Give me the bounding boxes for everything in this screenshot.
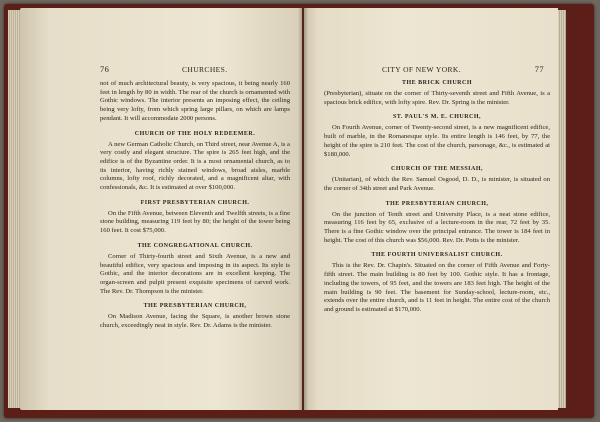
left-page	[20, 8, 302, 410]
running-head: CITY OF NEW YORK.	[382, 65, 462, 74]
section-heading: CHURCH OF THE HOLY REDEEMER.	[134, 130, 256, 137]
section-heading: THE FOURTH UNIVERSALIST CHURCH.	[371, 252, 503, 259]
right-page-content	[324, 80, 550, 315]
page-number: 76	[100, 64, 110, 74]
section-heading: ST. PAUL'S M. E. CHURCH,	[392, 114, 482, 121]
paragraph: On Madison Avenue, facing the Square, is another brown stone church, exceedingly neat in style. Rev. Dr. Adams is the minister.	[100, 313, 290, 330]
section-heading: THE PRESBYTERIAN CHURCH,	[143, 303, 247, 310]
section-heading: THE PRESBYTERIAN CHURCH,	[385, 200, 489, 207]
paragraph: Corner of Thirty-fourth street and Sixth Avenue, is a new and beautiful edifice, very spacious and imposing in its aspect. Its style is Gothic, and the interior decorations are in excellent keeping. The organ-screen and pulpit present exquisite specimens of carved work. The Rev. Dr. Thompson is the minister.	[100, 252, 290, 295]
paragraph: not of much architectural beauty, is very spacious, it being nearly 160 feet in length by 80 in width. The rear of the church is ornamented with Gothic windows. The interior presents an imposing effect, the ceiling being very lofty, from which spring large pillars, on which are lamps pendant. It will accommodate 2000 persons.	[100, 80, 290, 122]
paragraph: This is the Rev. Dr. Chapin's. Situated on the corner of Fifth Avenue and Forty-fifth street. The main building is 80 feet by 100. Gothic style. It has a frontage, including the towers, of 95 feet, and the towers are 183 feet high. The height of the main building is 90 feet. The basement for Sunday-school, lecture-room, etc., extends over the entire church, and is 11 feet in height. The entire cost of the church and ground is estimated at $170,000.	[324, 262, 550, 313]
paragraph: On the junction of Tenth street and University Place, is a neat stone edifice, measuring 116 feet by 65, exclusive of a lecture-room in the rear, 72 feet by 35. There is a fine Gothic window over the principal entrance. The tower is 184 feet in height. The cost of this church was $56,000. Rev. Dr. Potts is the minister.	[324, 210, 550, 244]
paragraph: On Fourth Avenue, corner of Twenty-second street, is a new magnificent edifice, built of marble, in the Romanesque style. Its entire length is 146 feet, by 77, the height of the spire is 210 feet. The cost of the church, parsonage, &c., is estimated at $180,000.	[324, 124, 550, 158]
paragraph: On the Fifth Avenue, between Eleventh and Twelfth streets, is a fine stone building, measuring 119 feet by 80; the height of the tower being 160 feet. It cost $75,000.	[100, 209, 290, 235]
section-heading: FIRST PRESBYTERIAN CHURCH.	[140, 199, 250, 206]
running-head: CHURCHES.	[182, 65, 228, 74]
paragraph: (Presbyterian), situate on the corner of Thirty-seventh street and Fifth Avenue, is a spacious brick edifice, with lofty spire. Rev. Dr. Spring is the minister.	[324, 90, 550, 106]
left-page-content	[100, 80, 290, 331]
paragraph: (Unitarian), of which the Rev. Samuel Osgood, D. D., is minister, is situated on the corner of 34th street and Park Avenue.	[324, 176, 550, 192]
section-heading: THE BRICK CHURCH	[401, 80, 472, 86]
section-heading: CHURCH OF THE MESSIAH,	[390, 166, 483, 173]
paragraph: A new German Catholic Church, on Third street, near Avenue A, is a very costly and elegant structure. The spire is 265 feet high, and the edifice is of the Byzantine order. It is a most ornamental church, as to its interior, having richly stained windows, broad aisles, marble columns, lofty roof, richly decorated, and a magnificent altar, with confessionals, &c. It is estimated at over $100,000.	[100, 140, 290, 192]
page-number: 77	[534, 64, 544, 74]
section-heading: THE CONGREGATIONAL CHURCH.	[137, 242, 253, 249]
right-page	[304, 8, 558, 410]
book-gutter	[298, 8, 308, 410]
